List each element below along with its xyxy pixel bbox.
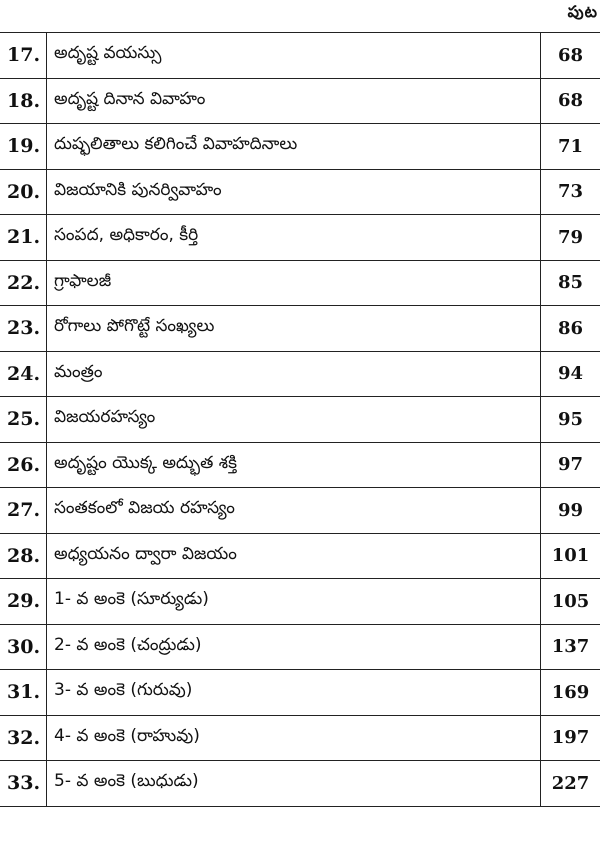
chapter-title: 4- వ అంకె (రాహువు): [54, 725, 200, 746]
toc-row: [0, 488, 600, 534]
chapter-number: 20.: [7, 180, 41, 203]
chapter-title: మంత్రం: [54, 361, 103, 382]
chapter-title: సంపద, అధికారం, కీర్తి: [54, 225, 199, 246]
chapter-number: 26.: [7, 453, 41, 476]
chapter-title: సంతకంలో విజయ రహస్యం: [54, 498, 235, 519]
column-divider: [46, 79, 47, 124]
column-divider: [46, 261, 47, 306]
chapter-number: 19.: [7, 135, 41, 158]
table-of-contents: [0, 32, 600, 807]
toc-row: [0, 124, 600, 170]
toc-row: [0, 534, 600, 580]
column-divider: [46, 716, 47, 761]
page-number: 85: [557, 272, 584, 294]
page-number: 137: [551, 636, 590, 658]
page-number: 68: [557, 90, 584, 112]
toc-row: [0, 579, 600, 625]
toc-row: [0, 761, 600, 807]
toc-row: [0, 306, 600, 352]
chapter-number: 28.: [7, 544, 41, 567]
toc-row: [0, 261, 600, 307]
toc-row: [0, 625, 600, 671]
page-number: 99: [557, 499, 584, 521]
toc-row: [0, 79, 600, 125]
chapter-number: 29.: [7, 590, 41, 613]
page-number: 73: [557, 181, 584, 203]
page-number: 71: [557, 135, 584, 157]
page-number: 101: [551, 545, 590, 567]
chapter-title: అధ్యయనం ద్వారా విజయం: [54, 543, 237, 564]
column-divider: [46, 124, 47, 169]
chapter-title: అదృష్టం యొక్క అద్భుత శక్తి: [54, 452, 237, 473]
column-divider: [46, 397, 47, 442]
toc-row: [0, 397, 600, 443]
chapter-title: విజయరహస్యం: [54, 407, 156, 428]
page-number: 97: [557, 454, 584, 476]
chapter-number: 17.: [7, 44, 41, 67]
chapter-number: 18.: [7, 89, 41, 112]
page-column-heading: పుట: [567, 2, 598, 21]
chapter-title: విజయానికి పునర్వివాహం: [54, 179, 222, 200]
column-divider: [46, 306, 47, 351]
chapter-number: 23.: [7, 317, 41, 340]
column-divider: [46, 761, 47, 806]
chapter-number: 22.: [7, 271, 41, 294]
chapter-title: రోగాలు పోగొట్టే సంఖ్యలు: [54, 316, 215, 337]
toc-row: [0, 33, 600, 79]
column-divider: [46, 215, 47, 260]
column-divider: [46, 488, 47, 533]
page-number: 105: [551, 590, 590, 612]
page-number: 86: [557, 317, 584, 339]
column-divider: [46, 534, 47, 579]
toc-row: [0, 443, 600, 489]
page-number: 197: [551, 727, 590, 749]
chapter-title: అదృష్ట వయస్సు: [54, 43, 162, 64]
chapter-number: 33.: [7, 772, 41, 795]
toc-row: [0, 170, 600, 216]
page-number: 227: [551, 772, 590, 794]
toc-row: [0, 215, 600, 261]
chapter-title: 1- వ అంకె (సూర్యుడు): [54, 589, 209, 610]
chapter-title: 3- వ అంకె (గురువు): [54, 680, 193, 701]
chapter-number: 31.: [7, 681, 41, 704]
chapter-number: 21.: [7, 226, 41, 249]
column-divider: [46, 352, 47, 397]
chapter-number: 32.: [7, 726, 41, 749]
chapter-title: గ్రాఫాలజీ: [54, 270, 112, 291]
column-divider: [46, 33, 47, 78]
chapter-title: అదృష్ట దినాన వివాహం: [54, 88, 206, 109]
toc-row: [0, 670, 600, 716]
column-divider: [46, 579, 47, 624]
chapter-number: 24.: [7, 362, 41, 385]
chapter-number: 25.: [7, 408, 41, 431]
column-divider: [46, 625, 47, 670]
chapter-title: 5- వ అంకె (బుధుడు): [54, 771, 199, 792]
chapter-number: 30.: [7, 635, 41, 658]
page-number: 79: [557, 226, 584, 248]
page-number: 94: [557, 363, 584, 385]
column-divider: [46, 670, 47, 715]
chapter-title: 2- వ అంకె (చంద్రుడు): [54, 634, 202, 655]
column-divider: [46, 170, 47, 215]
chapter-number: 27.: [7, 499, 41, 522]
column-divider: [46, 443, 47, 488]
page-number: 95: [557, 408, 584, 430]
chapter-title: దుష్ఫలితాలు కలిగించే వివాహదినాలు: [54, 134, 298, 155]
toc-row: [0, 352, 600, 398]
toc-row: [0, 716, 600, 762]
page-number: 68: [557, 44, 584, 66]
page-number: 169: [551, 681, 590, 703]
